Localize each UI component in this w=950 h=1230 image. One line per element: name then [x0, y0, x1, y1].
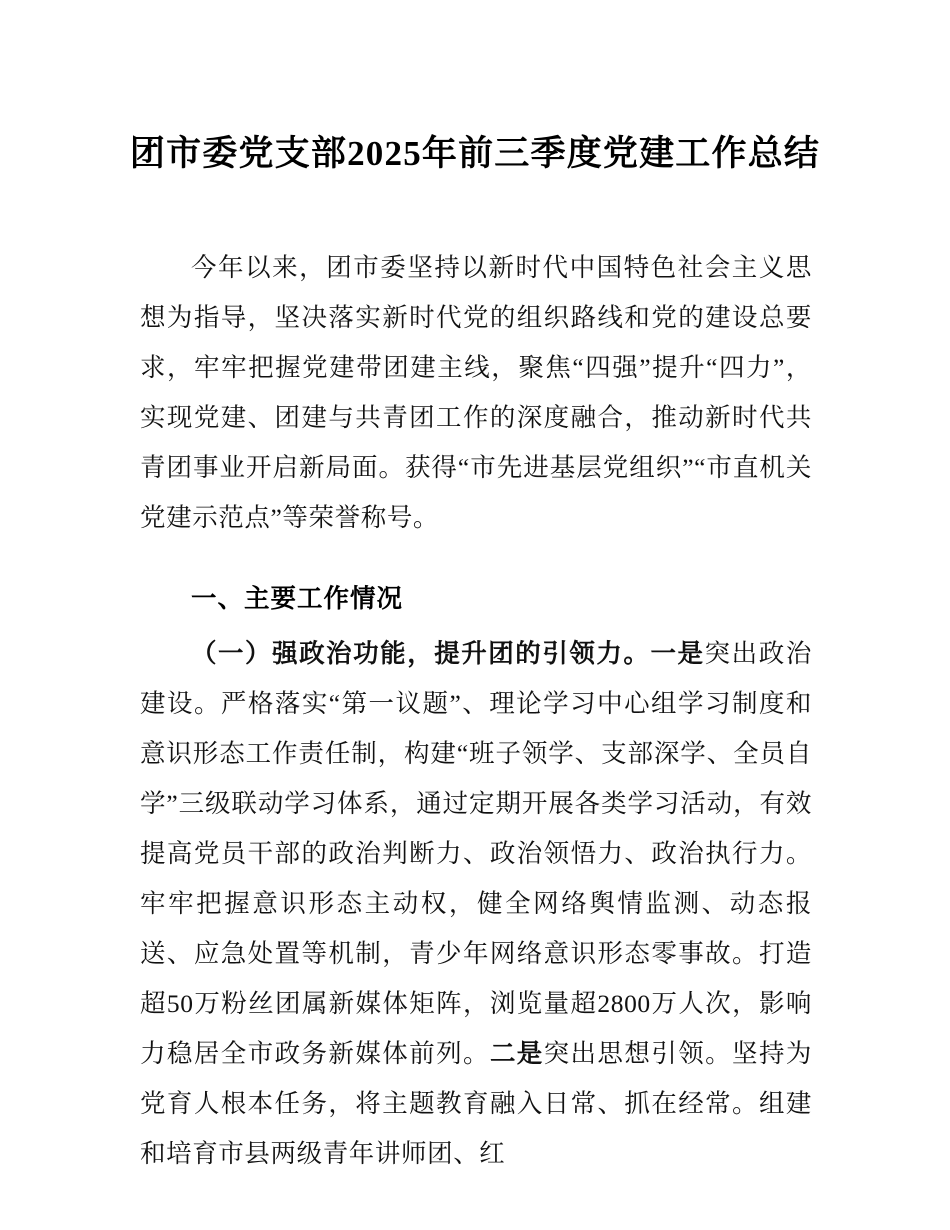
point-marker-1: 一是	[650, 640, 705, 668]
point-marker-2: 二是	[489, 1040, 544, 1068]
paragraph-subsection-1	[140, 624, 812, 1179]
subsection-1-title: （一）强政治功能，提升团的引领力。	[191, 640, 651, 668]
point-body-1: 突出政治建设。严格落实“第一议题”、理论学习中心组学习制度和意识形态工作责任制，构建“班子领学、支部深学、全员自学”三级联动学习体系，通过定期开展各类学习活动，有效提高党员干部的政治判断力、政治领悟力、政治执行力。牢牢把握意识形态主动权，健全网络舆情监测、动态报送、应急处置等机制，青少年网络意识形态零事故。打造超50万粉丝团属新媒体矩阵，浏览量超2800万人次，影响力稳居全市政务新媒体前列。	[140, 639, 812, 1068]
point-body-2: 突出思想引领。坚持为党育人根本任务，将主题教育融入日常、抓在经常。组建和培育市县两级青年讲师团、红	[140, 1039, 812, 1168]
heading-section-1: 一、主要工作情况	[191, 585, 404, 613]
document-body	[140, 243, 812, 1179]
paragraph-lead: 今年以来，团市委坚持以新时代中国特色社会主义思想为指导，坚决落实新时代党的组织路线和党的建设总要求，牢牢把握党建带团建主线，聚焦“四强”提升“四力”，实现党建、团建与共青团工作的深度融合，推动新时代共青团事业开启新局面。获得“市先进基层党组织”“市直机关党建示范点”等荣誉称号。	[140, 253, 812, 532]
page-title: 团市委党支部2025年前三季度党建工作总结	[129, 134, 821, 174]
